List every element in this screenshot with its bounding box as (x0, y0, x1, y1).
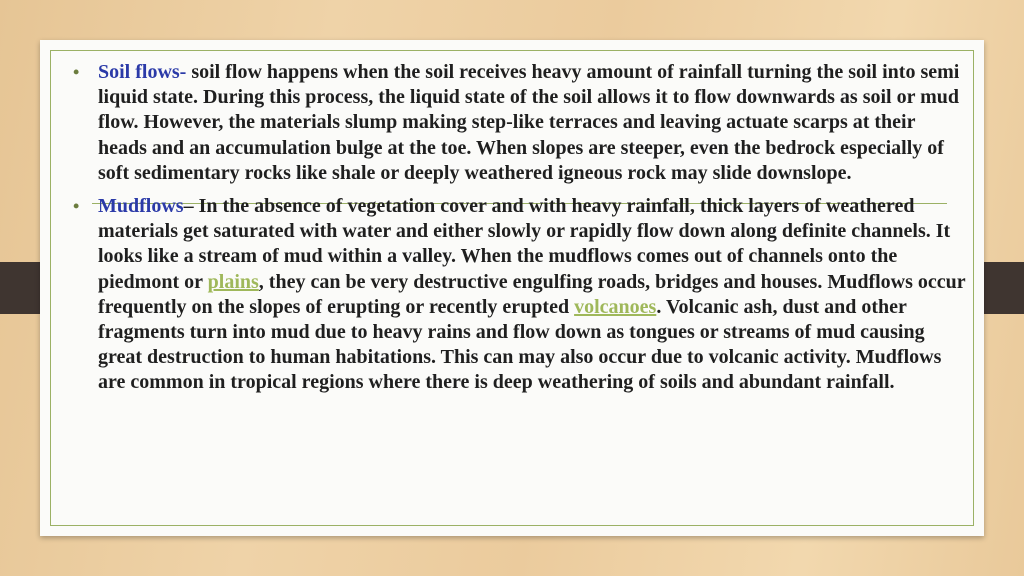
term-soil-flows: Soil flows- (98, 61, 187, 83)
slide-card (40, 40, 984, 536)
slide-content (73, 60, 968, 404)
link-plains[interactable]: plains (207, 270, 259, 293)
term-dash: – (183, 195, 194, 218)
link-volcanoes[interactable]: volcanoes (574, 295, 657, 318)
bullet-icon: • (73, 196, 80, 217)
term-mudflows: Mudflows (98, 195, 184, 218)
bullet-icon: • (73, 62, 80, 82)
mudflows-text-3: . Volcanic ash, dust and other fragments turn into mud due to heavy rains and flow down as tongues or streams of mud causing great destruction to human habitations. This can may also occur due to volcanic activity. Mudflows are common in tropical regions where there is deep weathering of soils and abundant rainfall. (98, 295, 942, 394)
soil-flows-text: soil flow happens when the soil receives heavy amount of rainfall turning the soil into semi liquid state. During this process, the liquid state of the soil allows it to flow downwards as soil or mud flow. However, the materials slump making step-like terraces and leaving actuate scarps at their heads and an accumulation bulge at the toe. When slopes are steeper, even the bedrock especially of soft sedimentary rocks like shale or deeply weathered igneous rock may slide downslope. (98, 61, 960, 184)
mudflows-text-1: In the absence of vegetation cover and with heavy rainfall, thick layers of weathered materials get saturated with water and either slowly or rapidly flow down along definite channels. It looks like a stream of mud within a valley. When the mudflows comes out of channels onto the piedmont or (98, 195, 951, 293)
mudflows-text-2: , they can be very destructive engulfing roads, bridges and houses. Mudflows occur frequently on the slopes of erupting or recently erupted (98, 270, 966, 318)
bullet-item-soil-flows (73, 60, 968, 186)
bullet-item-mudflows (73, 194, 968, 396)
